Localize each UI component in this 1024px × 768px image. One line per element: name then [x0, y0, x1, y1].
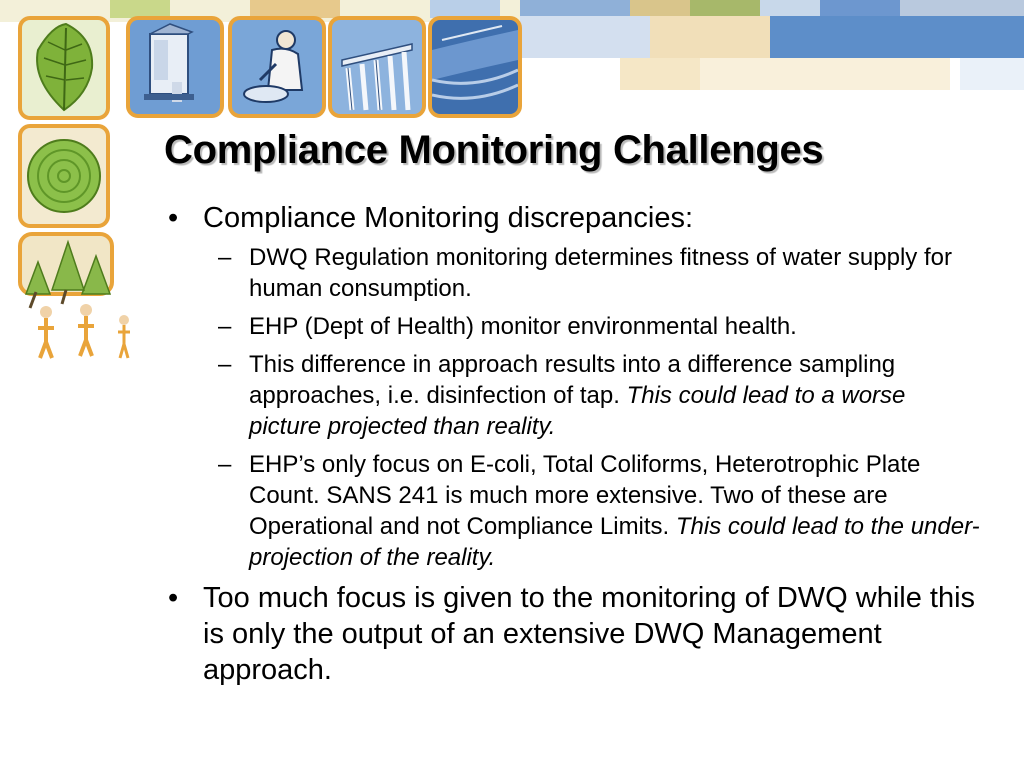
sub-bullet-text: EHP’s only focus on E-coli, Total Coliforms, Heterotrophic Plate Count. SANS 241 is much more extensive. Two of these are Operational and not Compliance Limits.: [249, 451, 921, 540]
person-washing-icon: [232, 20, 322, 114]
river-icon: [432, 20, 518, 114]
sub-bullet-emphasis: This could lead to a worse picture projected than reality.: [249, 382, 906, 440]
sub-bullet-item: [218, 449, 980, 573]
trees-and-people-decor: [8, 232, 138, 362]
leaf-icon: [22, 20, 106, 116]
water-storage-icon: [130, 20, 220, 114]
dash-glyph: –: [218, 451, 232, 478]
waterfall-tile: [328, 16, 426, 118]
sub-bullet-text: DWQ Regulation monitoring determines fitness of water supply for human consumption.: [249, 244, 952, 302]
slide-title: Compliance Monitoring Challenges: [164, 128, 824, 172]
tree-trunk-tile: [18, 124, 110, 228]
bullet-text: Compliance Monitoring discrepancies:: [203, 202, 694, 234]
bullet-text: Too much focus is given to the monitoring of DWQ while this is only the output of an extensive DWQ Management approach.: [203, 582, 976, 686]
slide-body: [160, 200, 980, 694]
leaf-tile: [18, 16, 110, 120]
water-storage-tile: [126, 16, 224, 118]
bullet-item: [160, 200, 980, 236]
sub-bullet-item: [218, 349, 980, 442]
dash-glyph: –: [218, 313, 232, 340]
sub-bullet-emphasis: This could lead to the under-projection of the reality.: [249, 513, 980, 571]
header-banner: [0, 0, 1024, 130]
waterfall-icon: [332, 20, 422, 114]
sub-bullet-item: [218, 311, 980, 342]
tree-trunk-icon: [22, 128, 106, 224]
person-washing-tile: [228, 16, 326, 118]
sub-bullet-item: [218, 242, 980, 304]
bullet-glyph: •: [168, 202, 179, 234]
bullet-glyph: •: [168, 582, 179, 614]
trees-and-people-icon: [8, 232, 138, 362]
dash-glyph: –: [218, 351, 232, 378]
bullet-item: [160, 580, 980, 688]
sub-bullet-text: This difference in approach results into a difference sampling approaches, i.e. disinfection of tap.: [249, 351, 896, 409]
sub-bullet-text: EHP (Dept of Health) monitor environmental health.: [249, 313, 797, 340]
dash-glyph: –: [218, 244, 232, 271]
river-tile: [428, 16, 522, 118]
